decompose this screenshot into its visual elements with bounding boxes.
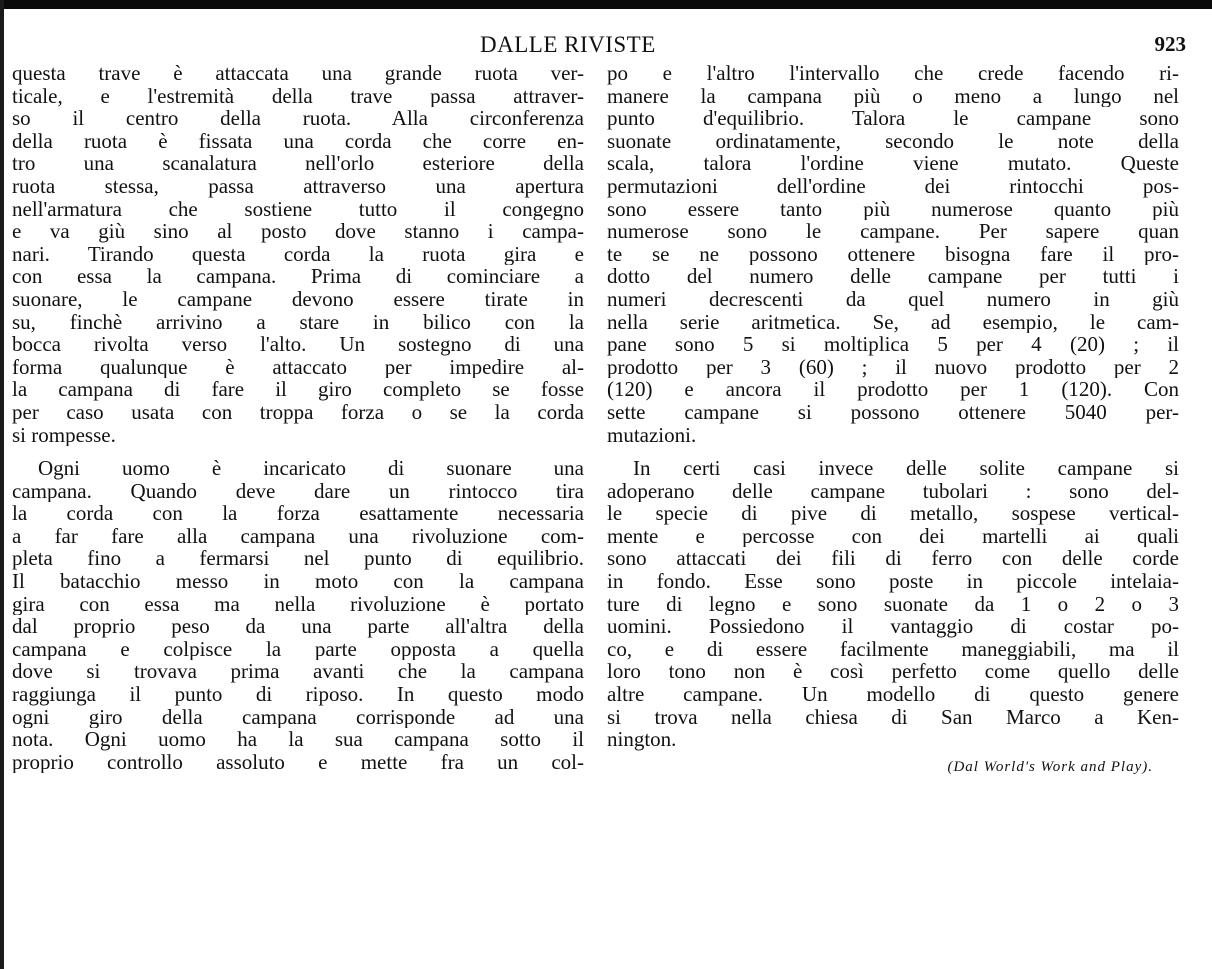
right-column <box>607 62 1179 783</box>
text-line: dal proprio peso da una parte all'altra della <box>12 615 584 638</box>
text-line: forma qualunque è attaccato per impedire al- <box>12 355 584 379</box>
text-line: (120) e ancora il prodotto per 1 (120). Con <box>607 378 1179 401</box>
text-line: sono attaccati dei fili di ferro con delle corde <box>607 547 1179 571</box>
text-line: tro una scanalatura nell'orlo esteriore della <box>12 152 584 175</box>
right-paragraph-1 <box>607 62 1179 446</box>
text-line: a far fare alla campana una rivoluzione com- <box>12 524 584 548</box>
text-line: in fondo. Esse sono poste in piccole intelaia- <box>607 570 1179 593</box>
text-line: campana. Quando deve dare un rintocco tira <box>12 479 584 503</box>
text-line: su, finchè arrivino a stare in bilico con la <box>12 310 584 334</box>
text-line: la corda con la forza esattamente necessaria <box>12 502 584 525</box>
text-line: gira con essa ma nella rivoluzione è portato <box>12 592 584 616</box>
page-number: 923 <box>1154 32 1186 56</box>
text-line: sono essere tanto più numerose quanto più <box>607 197 1179 221</box>
paragraph-gap <box>607 446 1179 457</box>
text-line: la campana di fare il giro completo se fosse <box>12 378 584 401</box>
text-line: raggiunga il punto di riposo. In questo modo <box>12 683 584 706</box>
text-line: nell'armatura che sostiene tutto il congegno <box>12 197 584 221</box>
text-line: dove si trovava prima avanti che la campana <box>12 660 584 684</box>
text-line: per caso usata con troppa forza o se la corda <box>12 400 584 424</box>
source-citation: (Dal World's Work and Play). <box>947 758 1153 775</box>
text-line: In certi casi invece delle solite campane si <box>633 457 1179 480</box>
text-line: scala, talora l'ordine viene mutato. Queste <box>607 152 1179 175</box>
text-line: ogni giro della campana corrisponde ad una <box>12 705 584 729</box>
text-line: numeri decrescenti da quel numero in giù <box>607 287 1179 311</box>
text-line: dotto del numero delle campane per tutti i <box>607 265 1179 288</box>
text-line: po e l'altro l'intervallo che crede facendo ri- <box>607 62 1179 85</box>
text-line: uomini. Possiedono il vantaggio di costar po- <box>607 615 1179 638</box>
text-line: mutazioni. <box>607 423 697 447</box>
text-line: ruota stessa, passa attraverso una apertura <box>12 174 584 198</box>
text-line: con essa la campana. Prima di cominciare a <box>12 265 584 288</box>
text-line: Il batacchio messo in moto con la campana <box>12 570 584 593</box>
text-line: nington. <box>607 728 677 751</box>
text-line: suonare, le campane devono essere tirate in <box>12 287 584 311</box>
text-line: numerose sono le campane. Per sapere quan <box>607 220 1179 243</box>
text-line: ture di legno e sono suonate da 1 o 2 o 3 <box>607 592 1179 616</box>
text-line: manere la campana più o meno a lungo nel <box>607 84 1179 108</box>
text-line: pleta fino a fermarsi nel punto di equilibrio. <box>12 547 584 571</box>
left-paragraph-1 <box>12 62 584 446</box>
text-line: te se ne possono ottenere bisogna fare il pro- <box>607 242 1179 266</box>
scan-left-border <box>0 0 4 969</box>
text-line: loro tono non è così perfetto come quello delle <box>607 660 1179 684</box>
text-line: si trova nella chiesa di San Marco a Ken- <box>607 705 1179 729</box>
text-line: campana e colpisce la parte opposta a quella <box>12 637 584 661</box>
text-line: prodotto per 3 (60) ; il nuovo prodotto per 2 <box>607 355 1179 379</box>
text-line: si rompesse. <box>12 423 116 447</box>
text-line: della ruota è fissata una corda che corre en- <box>12 129 584 153</box>
running-head <box>0 32 1212 60</box>
text-line: co, e di essere facilmente maneggiabili, ma il <box>607 637 1179 661</box>
text-line: suonate ordinatamente, secondo le note della <box>607 129 1179 153</box>
page-header-title: DALLE RIVISTE <box>480 32 656 57</box>
text-line: bocca rivolta verso l'alto. Un sostegno di una <box>12 333 584 356</box>
text-line: questa trave è attaccata una grande ruota ver- <box>12 62 584 85</box>
right-paragraph-2 <box>607 457 1179 751</box>
text-line: Ogni uomo è incaricato di suonare una <box>38 457 584 480</box>
text-line: proprio controllo assoluto e mette fra un col- <box>12 750 584 774</box>
text-line: altre campane. Un modello di questo genere <box>607 683 1179 706</box>
scan-top-border <box>0 0 1212 9</box>
left-column <box>12 62 584 773</box>
text-line: e va giù sino al posto dove stanno i campa- <box>12 220 584 243</box>
text-line: nari. Tirando questa corda la ruota gira e <box>12 242 584 266</box>
text-line: pane sono 5 si moltiplica 5 per 4 (20) ; il <box>607 333 1179 356</box>
text-line: mente e percosse con dei martelli ai quali <box>607 524 1179 548</box>
text-line: nota. Ogni uomo ha la sua campana sotto il <box>12 728 584 751</box>
text-line: ticale, e l'estremità della trave passa attraver- <box>12 84 584 108</box>
text-line: sette campane si possono ottenere 5040 per- <box>607 400 1179 424</box>
text-line: permutazioni dell'ordine dei rintocchi pos- <box>607 174 1179 198</box>
text-line: punto d'equilibrio. Talora le campane sono <box>607 107 1179 130</box>
left-paragraph-2 <box>12 457 584 773</box>
text-line: so il centro della ruota. Alla circonferenza <box>12 107 584 130</box>
text-line: nella serie aritmetica. Se, ad esempio, le cam- <box>607 310 1179 334</box>
text-line: le specie di pive di metallo, sospese vertical- <box>607 502 1179 525</box>
text-line: adoperano delle campane tubolari : sono del- <box>607 479 1179 503</box>
paragraph-gap <box>12 446 584 457</box>
